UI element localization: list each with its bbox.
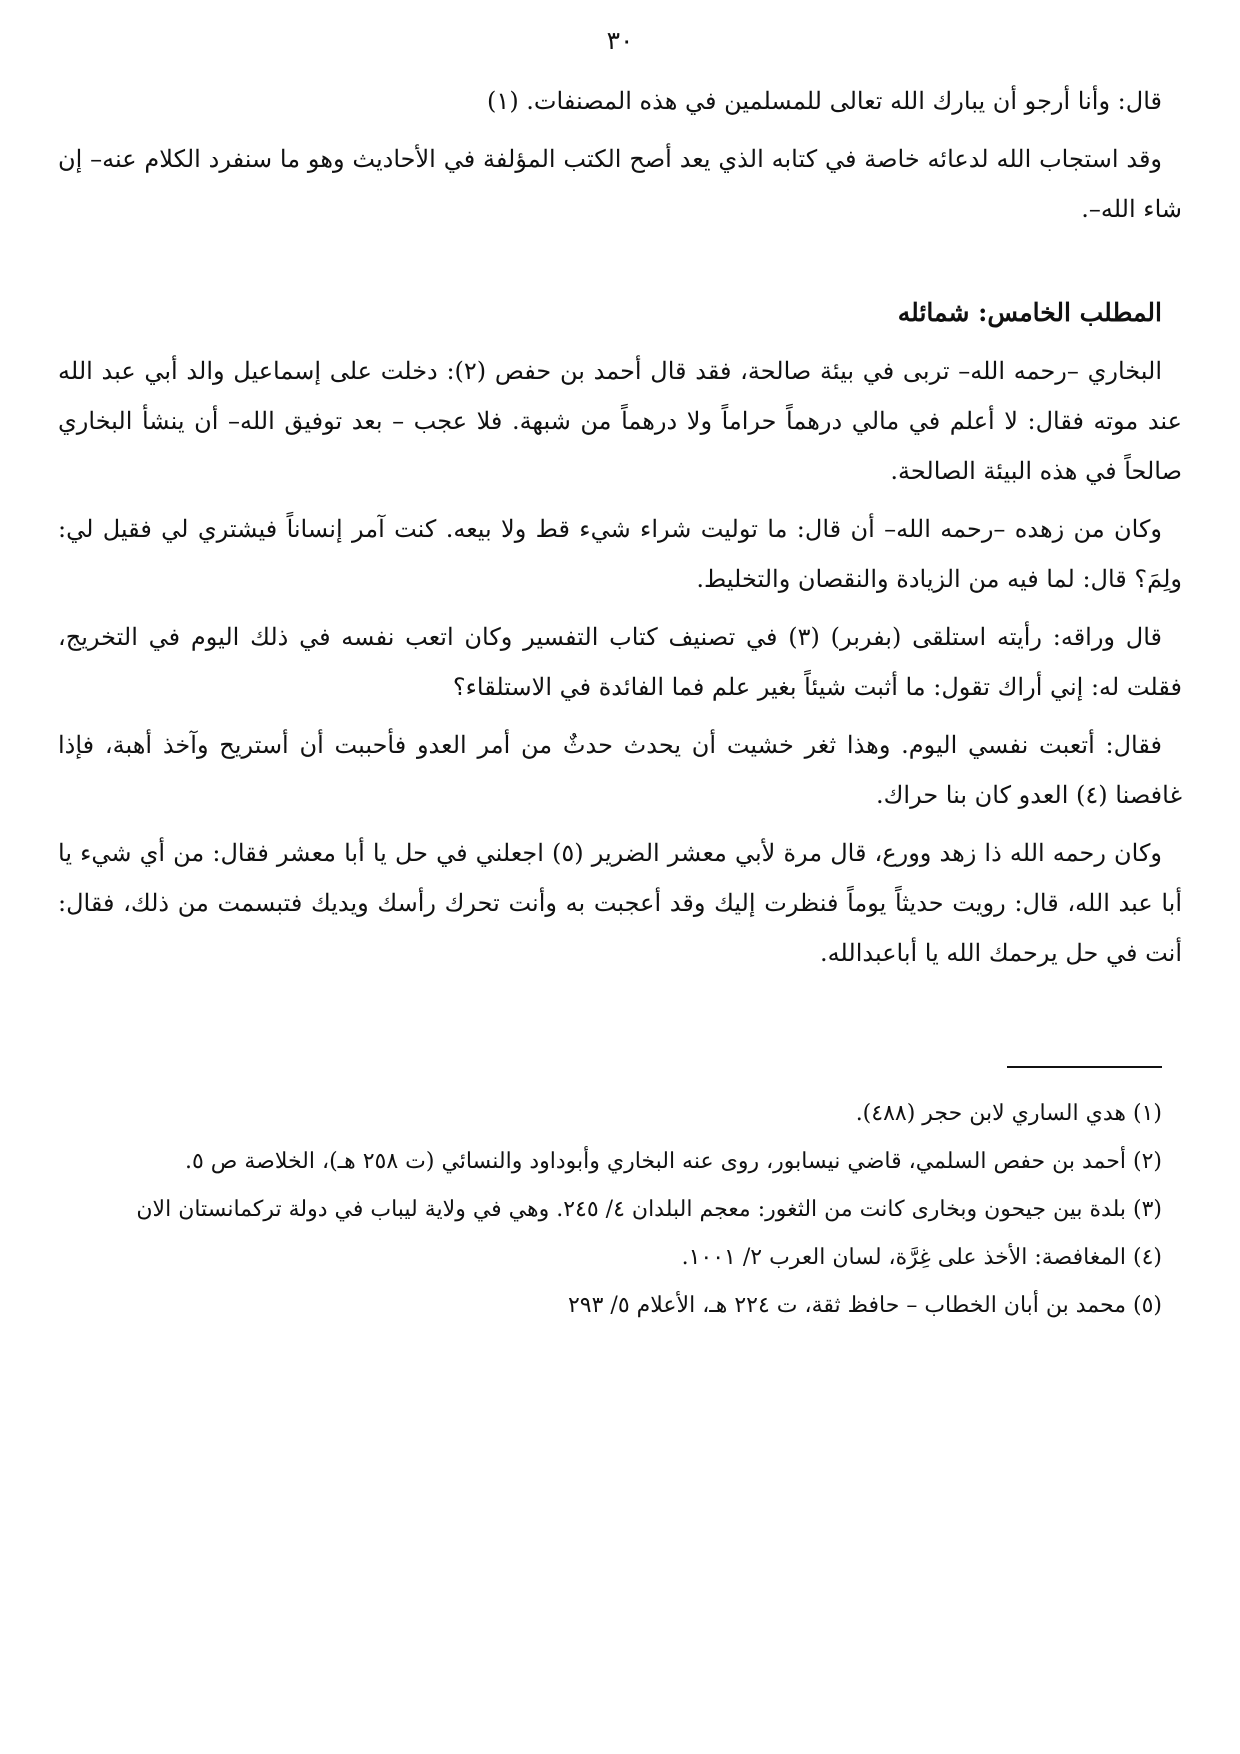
- footnote-separator: [1007, 1066, 1162, 1068]
- section-heading: [58, 286, 1182, 340]
- intro-paragraph-1: قال: وأنا أرجو أن يبارك الله تعالى للمسلمين في هذه المصنفات. (١): [487, 87, 1162, 115]
- page-number: ٣٠: [606, 26, 634, 55]
- footnote-3: (٣) بلدة بين جيحون وبخارى كانت من الثغور: معجم البلدان ٤/ ٢٤٥. وهي في ولاية ليباب في دولة تركمانستان الان: [136, 1197, 1162, 1222]
- document-page: [58, 0, 1182, 1754]
- footnote-4: (٤) المغافصة: الأخذ على غِرَّة، لسان العرب ٢/ ١٠٠١.: [681, 1245, 1162, 1270]
- intro-paragraph-2: وقد استجاب الله لدعائه خاصة في كتابه الذي يعد أصح الكتب المؤلفة في الأحاديث وهو ما سنفرد الكلام عنه– إن شاء الله–.: [58, 145, 1182, 223]
- section-paragraph-1: البخاري –رحمه الله– تربى في بيئة صالحة، فقد قال أحمد بن حفص (٢): دخلت على إسماعيل والد أبي عبد الله عند موته فقال: لا أعلم في مالي درهماً حراماً ولا درهماً من شبهة. فلا عجب – بعد توفيق الله– أن ينشأ البخاري صالحاً في هذه البيئة الصالحة.: [58, 357, 1182, 485]
- section-paragraph-5: وكان رحمه الله ذا زهد وورع، قال مرة لأبي معشر الضرير (٥) اجعلني في حل يا أبا معشر فقال: من أي شيء يا أبا عبد الله، قال: رويت حديثاً يوماً فنظرت إليك وقد أعجبت به وأنت تحرك رأسك ويديك فتبسمت من ذلك، فقال: أنت في حل يرحمك الله يا أباعبدالله.: [58, 839, 1182, 967]
- footnote-2: (٢) أحمد بن حفص السلمي، قاضي نيسابور، روى عنه البخاري وأبوداود والنسائي (ت ٢٥٨ هـ)، الخلاصة ص ٥.: [184, 1149, 1162, 1174]
- main-text: [58, 76, 1182, 986]
- section-heading-title: شمائله: [897, 298, 979, 327]
- section-paragraph-3: قال وراقه: رأيته استلقى (بفربر) (٣) في تصنيف كتاب التفسير وكان اتعب نفسه في ذلك اليوم في التخريج، فقلت له: إني أراك تقول: ما أثبت شيئاً بغير علم فما الفائدة في الاستلقاء؟: [58, 623, 1182, 701]
- footnotes: [58, 1092, 1182, 1332]
- section-paragraph-2: وكان من زهده –رحمه الله– أن قال: ما توليت شراء شيء قط ولا بيعه. كنت آمر إنساناً فيشتري لي فقيل لي: ولِمَ؟ قال: لما فيه من الزيادة والنقصان والتخليط.: [58, 515, 1182, 593]
- section-paragraph-4: فقال: أتعبت نفسي اليوم. وهذا ثغر خشيت أن يحدث حدثٌ من أمر العدو فأحببت أن أستريح وآخذ أهبة، فإذا غافصنا (٤) العدو كان بنا حراك.: [58, 731, 1182, 809]
- footnote-5: (٥) محمد بن أبان الخطاب – حافظ ثقة، ت ٢٢٤ هـ، الأعلام ٥/ ٢٩٣: [567, 1293, 1162, 1318]
- footnote-1: (١) هدي الساري لابن حجر (٤٨٨).: [855, 1101, 1162, 1126]
- section-heading-prefix: المطلب الخامس:: [978, 298, 1162, 327]
